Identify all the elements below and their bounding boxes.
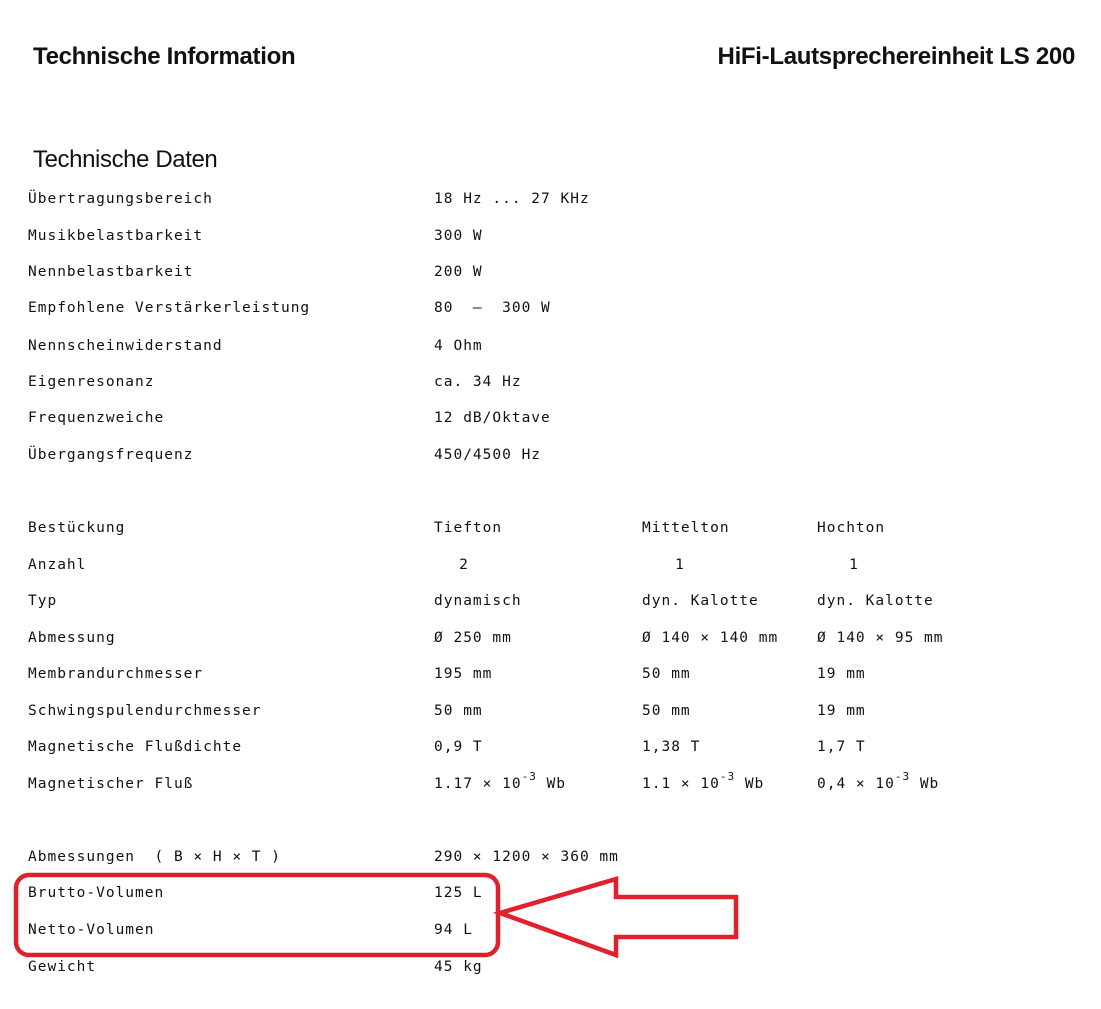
spec-label: Nennbelastbarkeit (28, 264, 194, 280)
spec-label: Nennscheinwiderstand (28, 338, 223, 354)
spec-label: Musikbelastbarkeit (28, 228, 204, 244)
spec-row (0, 410, 1101, 432)
spec-value: 18 Hz ... 27 KHz (434, 191, 590, 207)
equipment-label: Anzahl (28, 557, 87, 573)
equipment-header-label: Bestückung (28, 520, 126, 536)
equipment-label: Magnetische Flußdichte (28, 739, 243, 755)
physical-value: 45 kg (434, 959, 483, 975)
physical-label: Gewicht (28, 959, 97, 975)
woofer-header: Tiefton (434, 520, 503, 536)
equipment-header-row (0, 520, 1101, 542)
spec-label: Frequenzweiche (28, 410, 165, 426)
midrange-value: 50 mm (642, 703, 691, 719)
physical-row (0, 849, 1101, 871)
tweeter-flux: $0,4 \times 10^{-3}$ Wb (817, 770, 940, 792)
woofer-value: dynamisch (434, 593, 522, 609)
tweeter-value: 19 mm (817, 666, 866, 682)
equipment-label: Schwingspulendurchmesser (28, 703, 262, 719)
spec-value: 450/4500 Hz (434, 447, 542, 463)
equipment-label: Membrandurchmesser (28, 666, 204, 682)
spec-row (0, 264, 1101, 286)
physical-label: Netto-Volumen (28, 922, 155, 938)
spec-value: 300 W (434, 228, 483, 244)
spec-label: Übergangsfrequenz (28, 447, 194, 463)
spec-row (0, 447, 1101, 469)
spec-label: Übertragungsbereich (28, 191, 213, 207)
equipment-label: Abmessung (28, 630, 116, 646)
equipment-row (0, 593, 1101, 615)
equipment-label: Magnetischer Fluß (28, 776, 194, 792)
tweeter-value: Ø 140 × 95 mm (817, 630, 944, 646)
midrange-value: Ø 140 × 140 mm (642, 630, 779, 646)
midrange-value: dyn. Kalotte (642, 593, 759, 609)
woofer-value: 0,9 T (434, 739, 483, 755)
physical-value: 290 × 1200 × 360 mm (434, 849, 619, 865)
spec-value: 80 – 300 W (434, 300, 551, 316)
spec-label: Empfohlene Verstärkerleistung (28, 300, 311, 316)
woofer-value: 50 mm (434, 703, 483, 719)
midrange-value: 50 mm (642, 666, 691, 682)
woofer-flux: $1.17 \times 10^{-3}$ Wb (434, 770, 567, 792)
spec-value: ca. 34 Hz (434, 374, 522, 390)
document-title: Technische Information (33, 43, 296, 70)
physical-value: 125 L (434, 885, 483, 901)
woofer-value: Ø 250 mm (434, 630, 512, 646)
equipment-label: Typ (28, 593, 58, 609)
equipment-row (0, 666, 1101, 688)
equipment-row (0, 703, 1101, 725)
tweeter-count: 1 (849, 557, 859, 573)
spec-value: 12 dB/Oktave (434, 410, 551, 426)
equipment-row (0, 770, 1101, 798)
equipment-row (0, 739, 1101, 761)
spec-row (0, 374, 1101, 396)
product-title: HiFi-Lautsprechereinheit LS 200 (717, 43, 1075, 70)
tweeter-value: dyn. Kalotte (817, 593, 934, 609)
physical-label: Brutto-Volumen (28, 885, 165, 901)
section-title: Technische Daten (33, 146, 218, 173)
physical-value: 94 L (434, 922, 473, 938)
tweeter-value: 19 mm (817, 703, 866, 719)
tweeter-header: Hochton (817, 520, 886, 536)
midrange-flux: $1.1 \times 10^{-3}$ Wb (642, 770, 765, 792)
physical-row (0, 885, 1101, 907)
spec-row (0, 191, 1101, 213)
spec-value: 200 W (434, 264, 483, 280)
tweeter-value: 1,7 T (817, 739, 866, 755)
spec-row (0, 300, 1101, 322)
midrange-value: 1,38 T (642, 739, 701, 755)
woofer-value: 195 mm (434, 666, 493, 682)
spec-row (0, 338, 1101, 360)
physical-row (0, 959, 1101, 981)
physical-row (0, 922, 1101, 944)
midrange-count: 1 (675, 557, 685, 573)
midrange-header: Mittelton (642, 520, 730, 536)
spec-label: Eigenresonanz (28, 374, 155, 390)
equipment-row (0, 557, 1101, 579)
spec-value: 4 Ohm (434, 338, 483, 354)
woofer-count: 2 (459, 557, 469, 573)
spec-row (0, 228, 1101, 250)
equipment-row (0, 630, 1101, 652)
physical-label: Abmessungen ( B × H × T ) (28, 849, 281, 865)
